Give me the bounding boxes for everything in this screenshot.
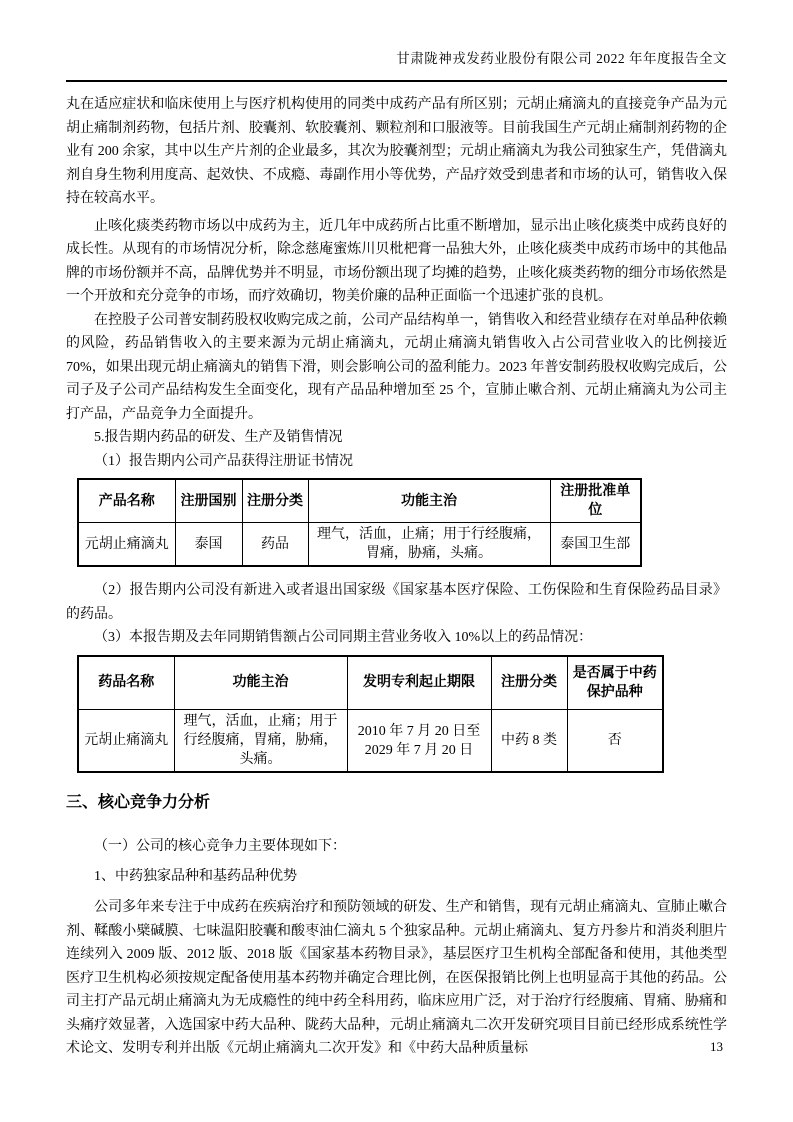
table-cell: 理气，活血，止痛；用于行经腹痛，胃痛，胁痛，头痛。 (174, 710, 347, 773)
paragraph-puan-acquisition: 在控股子公司普安制药股权收购完成之前，公司产品结构单一，销售收入和经营业绩存在对单品种依赖的风险，药品销售收入的主要来源为元胡止痛滴丸，元胡止痛滴丸销售收入占公司营业收入的比例接近 70%，如果出现元胡止痛滴丸的销售下滑，则会影响公司的盈利能力。2023 年普安制药股权收购完成后，公司子及子公司产品结构发生全面变化，现有产品品种增加至 25 个，宣肺止嗽合剂、元胡止痛滴丸为公司主打产品，产品竞争力全面提升。 (66, 312, 727, 422)
table-cell: 元胡止痛滴丸 (78, 523, 175, 567)
table-header-cell: 药品名称 (78, 656, 174, 710)
list-item-1-heading: 1、中药独家品种和基药品种优势 (94, 868, 297, 884)
table-header-cell: 功能主治 (174, 656, 347, 710)
table-cell: 药品 (242, 523, 308, 567)
page-number: 13 (710, 1039, 723, 1054)
registration-certificate-table (77, 478, 642, 567)
paragraph-core-competitiveness: 公司多年来专注于中成药在疾病治疗和预防领域的研发、生产和销售，现有元胡止痛滴丸、宣肺止嗽合剂、鞣酸小檗碱膜、七味温阳胶囊和酸枣油仁滴丸 5 个独家品种。元胡止痛滴丸、复方丹参片和消炎利胆片连续列入 2009 版、2012 版、2018 版《国家基本药物目录》，基层医疗卫生机构全部配备和使用，其他类型医疗卫生机构必须按规定配备使用基本药物并确定合理比例，在医保报销比例上也明显高于其他的药品。公司主打产品元胡止痛滴丸为无成瘾性的纯中药全科用药，临床应用广泛，对于治疗行经腹痛、胃痛、胁痛和头痛疗效显著，入选国家中药大品种、陇药大品种，元胡止痛滴丸二次开发研究项目目前已经形成系统性学术论文、发明专利并出版《元胡止痛滴丸二次开发》和《中药大品种质量标 (66, 900, 727, 1056)
table-header-cell: 注册国别 (175, 479, 242, 523)
table-header-row (78, 656, 663, 710)
table-header-cell: 产品名称 (78, 479, 175, 523)
table-header-cell: 注册批准单位 (550, 479, 641, 523)
table-row (78, 523, 641, 567)
table-cell: 理气，活血，止痛；用于行经腹痛，胃痛，胁痛，头痛。 (308, 523, 550, 567)
table-row (78, 710, 663, 773)
subsection-1-heading: （一）公司的核心竞争力主要体现如下： (94, 839, 346, 854)
table-cell: 中药 8 类 (491, 710, 567, 773)
item-5-2-paragraph: （2）报告期内公司没有新进入或者退出国家级《国家基本医疗保险、工伤保险和生育保险药品目录》的药品。 (66, 583, 727, 622)
header-divider (66, 80, 727, 82)
table-cell: 2010 年 7 月 20 日至 2029 年 7 月 20 日 (347, 710, 491, 773)
paragraph-competing-products: 丸在适应症状和临床使用上与医疗机构使用的同类中成药产品有所区别；元胡止痛滴丸的直接竞争产品为元胡止痛制剂药物，包括片剂、胶囊剂、软胶囊剂、颗粒剂和口服液等。目前我国生产元胡止痛制剂药物的企业有 200 余家，其中以生产片剂的企业最多，其次为胶囊剂型；元胡止痛滴丸为我公司独家生产，凭借滴丸剂自身生物利用度高、起效快、不成瘾、毒副作用小等优势，产品疗效受到患者和市场的认可，销售收入保持在较高水平。 (66, 97, 727, 206)
major-revenue-drug-table (77, 655, 664, 774)
table-header-cell: 功能主治 (308, 479, 550, 523)
table-header-cell: 发明专利起止期限 (347, 656, 491, 710)
item-5-3-heading: （3）本报告期及去年同期销售额占公司同期主营业务收入 10%以上的药品情况： (94, 630, 593, 645)
section-3-heading: 三、核心竞争力分析 (66, 794, 211, 811)
paragraph-cough-medicine-market: 止咳化痰类药物市场以中成药为主，近几年中成药所占比重不断增加，显示出止咳化痰类中成药良好的成长性。从现有的市场情况分析，除念慈庵蜜炼川贝枇杷膏一品独大外，止咳化痰类中成药市场中的其他品牌的市场份额并不高，品牌优势并不明显，市场份额出现了均摊的趋势，止咳化痰类药物的细分市场依然是一个开放和充分竞争的市场，而疗效确切，物美价廉的品种正面临一个迅速扩张的良机。 (66, 218, 727, 304)
report-header-title: 甘肃陇神戎发药业股份有限公司 2022 年年度报告全文 (396, 51, 727, 66)
table-header-row (78, 479, 641, 523)
table-cell: 否 (567, 710, 663, 773)
table-header-cell: 注册分类 (491, 656, 567, 710)
item-5-heading: 5.报告期内药品的研发、生产及销售情况 (94, 430, 343, 445)
item-5-1-heading: （1）报告期内公司产品获得注册证书情况 (94, 453, 353, 469)
table-header-cell: 注册分类 (242, 479, 308, 523)
table-cell: 元胡止痛滴丸 (78, 710, 174, 773)
table-header-cell: 是否属于中药保护品种 (567, 656, 663, 710)
table-cell: 泰国 (175, 523, 242, 567)
table-cell: 泰国卫生部 (550, 523, 641, 567)
